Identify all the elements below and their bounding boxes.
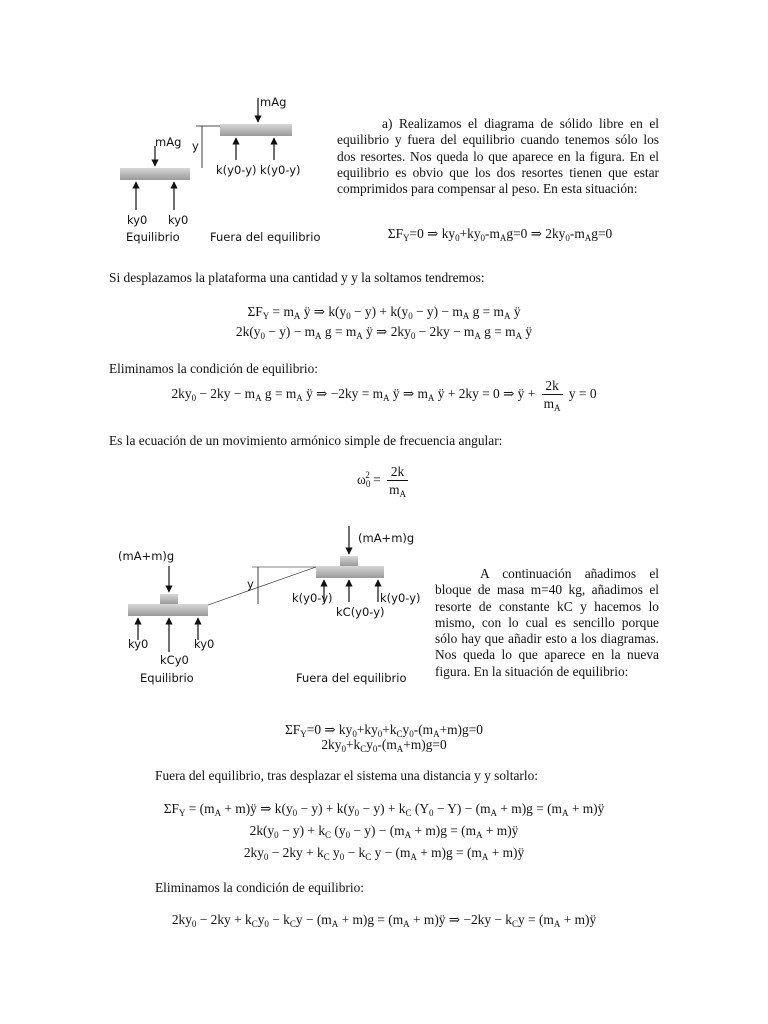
weight-label: mAg <box>155 135 182 149</box>
figure-1 <box>108 88 328 248</box>
svg-text:Equilibrio: Equilibrio <box>140 671 194 685</box>
paragraph-eliminate-1: Eliminamos la condición de equilibrio: <box>109 361 318 376</box>
svg-text:kCy0: kCy0 <box>160 653 189 667</box>
paragraph-a: a) Realizamos el diagrama de sólido libre en el equilibrio y fuera del equilibrio cuando tenemos sólo los dos resortes. Nos queda lo que aparece en la figura. En el equilibrio es obvio que los dos resortes tienen que estar comprimidos para compensar al peso. En esta situación: <box>337 116 659 197</box>
svg-text:kC(y0-y): kC(y0-y) <box>336 605 385 619</box>
svg-text:k(y0-y): k(y0-y) <box>380 591 421 605</box>
svg-text:Fuera del equilibrio: Fuera del equilibrio <box>296 671 407 685</box>
equation-5a: $\Sigma F_Y=0$ ⇒ $ky_0+ky_0+k_Cy_0-(m_A+m)g=0$ <box>285 722 483 739</box>
paragraph-b: A continuación añadimos el bloque de masa m=40 kg, añadimos el resorte de constante kC y hacemos lo mismo, con lo cual es sencillo porque sólo hay que añadir esto a los diagramas. Nos queda lo que aparece en la nueva figura. En la situación de equilibrio: <box>435 566 659 679</box>
equation-6c: $2ky_0 - 2ky + k_C$ $y_0 - k_C$ $y - (m_A + m)g = (m_A$ + m)ÿ <box>243 845 525 862</box>
svg-text:k(y0-y): k(y0-y) <box>216 163 257 177</box>
svg-text:k(y0-y): k(y0-y) <box>260 163 301 177</box>
svg-text:y: y <box>247 577 254 591</box>
svg-text:k(y0-y): k(y0-y) <box>292 591 333 605</box>
equation-6b: $2k(y_0 - y) + k_C$ $(y_0 - y) - (m_A + m)g = (m_A$ + m)ÿ <box>249 823 519 840</box>
equation-3: $2ky_0 - 2ky - m_A$ $g = m_A$ ÿ ⇒ $-2ky = m_A$ ÿ ⇒ $m_A$ ÿ + 2ky = 0 ⇒ ÿ + $\frac{2k}{m_A}$ y = 0 <box>171 378 597 414</box>
svg-text:ky0: ky0 <box>127 213 148 227</box>
paragraph-eliminate-2: Eliminamos la condición de equilibrio: <box>155 880 364 895</box>
plate-equilibrium <box>120 168 190 180</box>
equation-5b: $2ky_0+k_Cy_0-(m_A+m)g=0$ <box>321 737 447 754</box>
caption-out: Fuera del equilibrio <box>210 230 321 244</box>
svg-text:ky0: ky0 <box>194 637 215 651</box>
equation-equilibrium-1: $\Sigma F_Y=0$ ⇒ $ky_0+ky_0-m_Ag=0$ ⇒ $2ky_0-m_Ag=0$ <box>387 226 613 243</box>
paragraph-out: Fuera del equilibrio, tras desplazar el sistema una distancia y y soltarlo: <box>155 768 539 783</box>
equation-2a: $\Sigma F_Y = m_A$ ÿ ⇒ $k(y_0 - y) + k(y_0 - y) - m_A$ $g = m_A$ ÿ <box>247 304 521 321</box>
equation-omega: $\omega_0^2$ = $\frac{2k}{m_A}$ <box>357 464 406 500</box>
svg-text:mAg: mAg <box>260 95 287 109</box>
paragraph-shm: Es la ecuación de un movimiento armónico simple de frecuencia angular: <box>109 433 503 448</box>
equation-6a: $\Sigma F_Y = (m_A$ + m)ÿ ⇒ $k(y_0 - y) + k(y_0 - y) + k_C$ $(Y_0 - Y) - (m_A + m)g = (m_A$ + m)ÿ <box>163 801 605 818</box>
svg-text:(mA+m)g: (mA+m)g <box>358 531 415 545</box>
plate-out <box>220 124 292 136</box>
svg-text:ky0: ky0 <box>168 213 189 227</box>
equation-2b: $2k(y_0 - y) - m_A$ $g = m_A$ ÿ ⇒ $2ky_0 - 2ky - m_A$ $g = m_A$ ÿ <box>235 324 533 341</box>
equation-7: $2ky_0 - 2ky + k_Cy_0 - k_Cy - (m_A + m)g = (m_A$ + m)ÿ ⇒ $-2ky - k_Cy = (m_A$ + m)ÿ <box>171 912 597 929</box>
svg-text:y: y <box>192 139 199 153</box>
caption-equilibrium: Equilibrio <box>126 230 180 244</box>
svg-text:(mA+m)g: (mA+m)g <box>118 549 175 563</box>
figure-2 <box>110 522 430 692</box>
paragraph-displace: Si desplazamos la plataforma una cantidad y y la soltamos tendremos: <box>109 270 485 285</box>
svg-text:ky0: ky0 <box>128 637 149 651</box>
